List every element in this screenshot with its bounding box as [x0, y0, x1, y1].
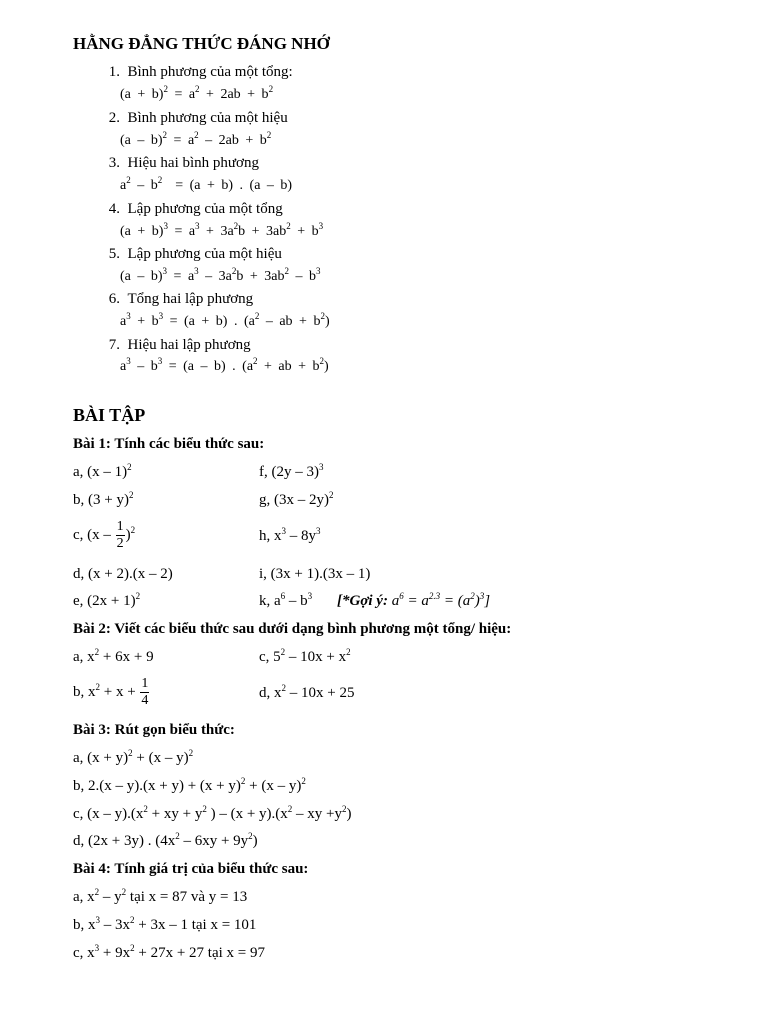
bai2-item-d: d, $x^2 - 10x + 25$ — [259, 683, 355, 701]
identity-formula-4: $(a + b)^3 = a^3 + 3a^2b + 3ab^2 + b^3$ — [120, 221, 324, 239]
identity-item-2: 2. Bình phương của một hiệu — [108, 110, 288, 126]
identity-name: Bình phương của một tổng: — [127, 64, 293, 80]
identity-name: Lập phương của một hiệu — [127, 246, 282, 262]
identity-formula-7: $a^3 - b^3 = (a - b)$ . ($a^2$ + ab + $b^2$) — [120, 356, 329, 374]
bai3-label: Bài 3: Rút gọn biểu thức: — [73, 722, 235, 738]
bai1-item-g: g, (3x – 2y)$^2$ — [259, 490, 334, 508]
fraction-one-half: $\frac{1}{2}$ — [116, 519, 124, 551]
bai2-item-c: c, $5^2 - 10x + x^2$ — [259, 647, 351, 665]
bai2-item-a: a, $x^2 + 6x + 9$ — [73, 647, 154, 665]
bai1-item-d: d, (x + 2).(x – 2) — [73, 566, 173, 582]
bai3-item-a: a, $(x + y)^2 + (x - y)^2$ — [73, 748, 194, 766]
identity-formula-3: $a^2 - b^2 = (a + b)$ . (a – b) — [120, 175, 293, 193]
bai4-label: Bài 4: Tính giá trị của biểu thức sau: — [73, 861, 309, 877]
identity-formula-2: $(a - b)^2 = a^2 - 2ab + b^2$ — [120, 130, 272, 148]
identity-item-6: 6. Tổng hai lập phương — [108, 291, 254, 307]
bai1-item-i: i, (3x + 1).(3x – 1) — [259, 566, 371, 582]
bai1-item-a: a, (x – 1)$^2$ — [73, 462, 132, 480]
bai4-item-a: a, $x^2 - y^2$ tại x = 87 và y = 13 — [73, 887, 248, 905]
bai1-item-f: f, (2y – 3)$^3$ — [259, 462, 324, 480]
fraction-one-quarter: $\frac{1}{4}$ — [141, 676, 149, 708]
identity-item-1: 1. Bình phương của một tổng: — [108, 64, 293, 80]
bai2-item-b: b, $x^2 + x$ + $\frac{1}{4}$ — [73, 676, 149, 708]
identity-name: Lập phương của một tổng — [127, 201, 283, 217]
bai3-item-d: d, (2x + 3y) . $(4x^2 - 6xy + 9y^2)$ — [73, 831, 258, 849]
identity-formula-5: $(a - b)^3 = a^3 - 3a^2b + 3ab^2 - b^3$ — [120, 266, 321, 284]
identity-formula-6: $a^3 + b^3 = (a + b)$ . ($a^2$ – ab + $b^2$) — [120, 311, 330, 329]
bai3-item-b: b, $2.(x - y).(x + y) + (x + y)^2 + (x - y)^2$ — [73, 776, 306, 794]
bai3-item-c: c, $(x - y).(x^2$ + xy + $y^2$ ) – $(x + y).(x^2$ – xy $+y^2$) — [73, 804, 352, 822]
identity-item-7: 7. Hiệu hai lập phương — [108, 337, 251, 353]
exercises-heading: BÀI TẬP — [73, 405, 146, 425]
identity-formula-1: $(a + b)^2 = a^2 + 2ab + b^2$ — [120, 84, 274, 102]
bai1-item-b: b, $(3 + y)^2$ — [73, 490, 134, 508]
identity-name: Hiệu hai lập phương — [127, 337, 251, 353]
bai1-hint: [*Gợi ý: $a^6 = a^{2.3} = (a^2)^3$] — [337, 591, 491, 609]
bai1-item-e: e, $(2x + 1)^2$ — [73, 591, 141, 609]
identity-item-3: 3. Hiệu hai bình phương — [108, 155, 259, 171]
identity-name: Bình phương của một hiệu — [127, 110, 288, 126]
identity-name: Hiệu hai bình phương — [127, 155, 259, 171]
identity-item-4: 4. Lập phương của một tổng — [108, 201, 283, 217]
bai2-label: Bài 2: Viết các biểu thức sau dưới dạng bình phương một tổng/ hiệu: — [73, 621, 512, 637]
bai4-item-c: c, $x^3 + 9x^2 + 27x + 27$ tại x = 97 — [73, 943, 266, 961]
bai1-item-c: c, (x – $\frac{1}{2}$ )$^2$ — [73, 519, 136, 551]
bai4-item-b: b, $x^3 - 3x^2 + 3x - 1$ tại x = 101 — [73, 915, 257, 933]
bai1-label: Bài 1: Tính các biểu thức sau: — [73, 436, 265, 452]
bai1-item-k: k, $a^6 - b^3$ — [259, 591, 313, 609]
identity-item-5: 5. Lập phương của một hiệu — [108, 246, 282, 262]
page-title: HẰNG ĐẲNG THỨC ĐÁNG NHỚ — [73, 34, 330, 53]
bai1-item-h: h, $x^3 - 8y^3$ — [259, 526, 321, 544]
identity-name: Tổng hai lập phương — [127, 291, 254, 307]
